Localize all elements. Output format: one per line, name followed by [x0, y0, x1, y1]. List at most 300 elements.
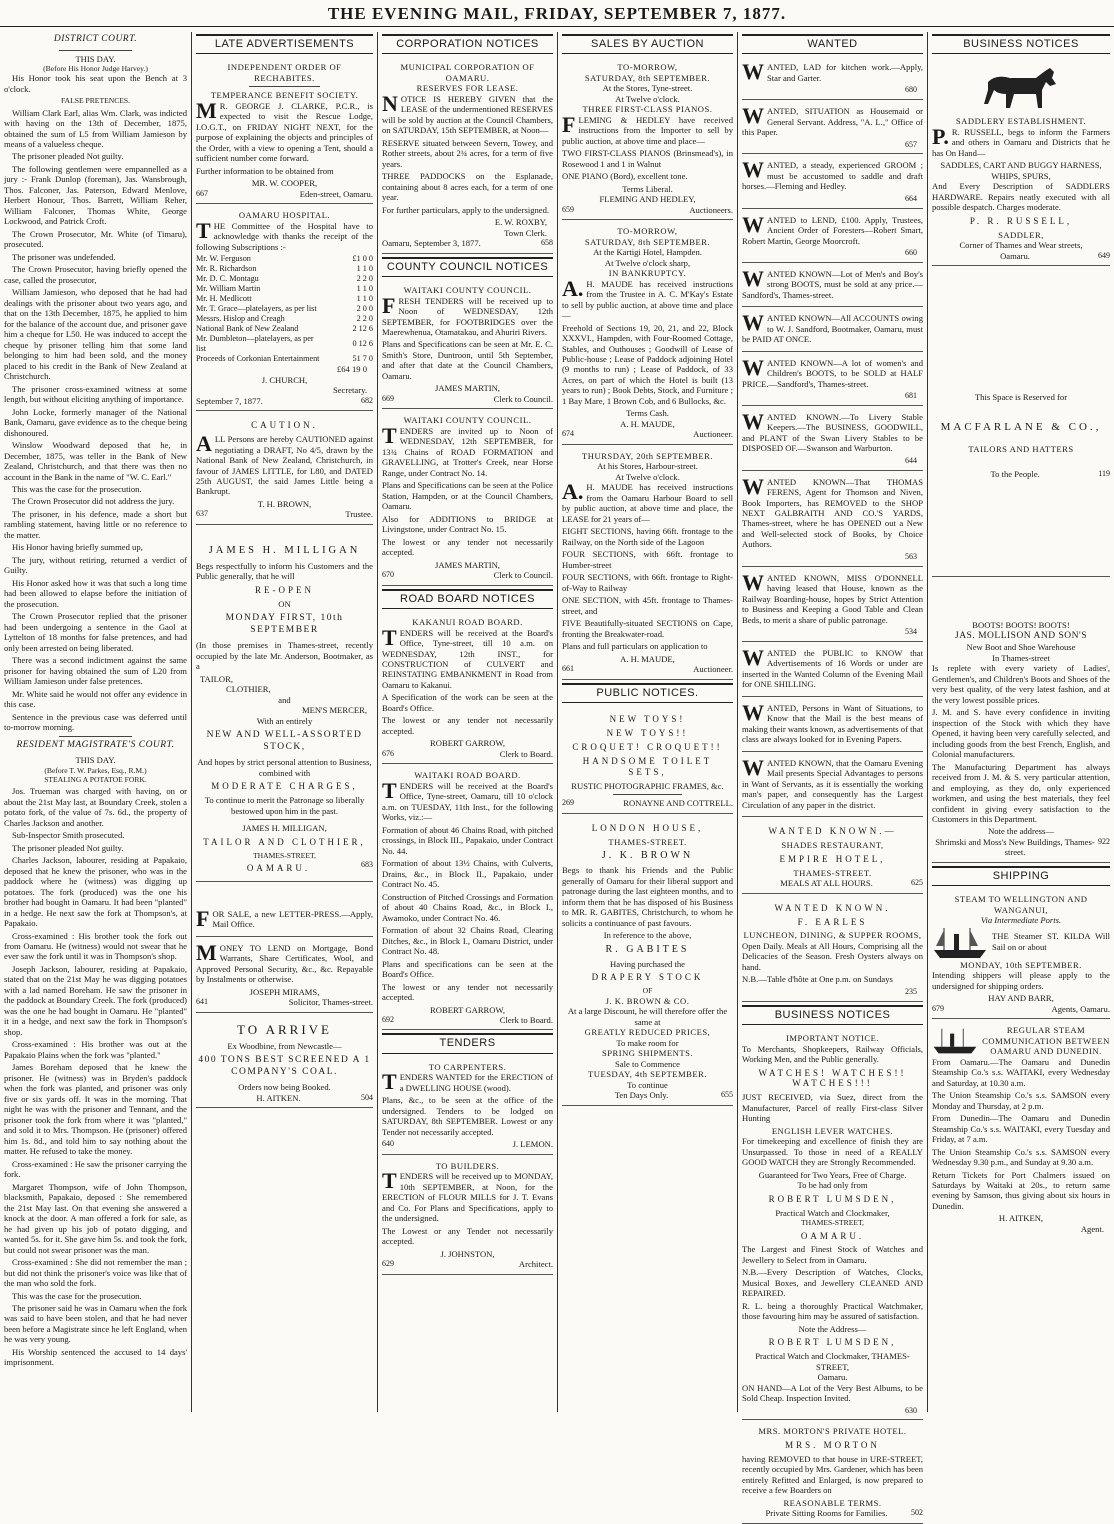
court-paragraph: Cross-examined : His brother took the fork out from Oamaru. He (witness) would not swear that he ever saw the fork until it was in Thompson's shop. — [4, 930, 187, 962]
toys-title: NEW TOYS! — [609, 713, 686, 724]
court-paragraph: The prisoner said he was in Oamaru when the fork was said to have been stolen, and that he had never been before a Magistrate since he left England, when he was very young. — [4, 1302, 187, 1345]
auction-where: At the Kartigi Hotel, Hampden. — [593, 247, 702, 258]
russell-trade: SADDLER, — [998, 229, 1044, 240]
regular-steam-from: From Oamaru.—The Oamaru and Dunedin Steamship Co.'s s.s. WAITAKI, every Wednesday and Saturday, at 10.30 a.m. — [932, 1056, 1110, 1088]
auction-signature: A. H. MAUDE, — [620, 653, 675, 664]
builders-signature: J. JOHNSTON, — [440, 1248, 495, 1259]
arrive-title: TO ARRIVE — [236, 1021, 332, 1037]
saddlery-ad — [932, 59, 1110, 266]
table-row — [196, 274, 373, 284]
wanted-text: WANTED KNOWN—That THOMAS FERENS, Agent for Thomson and Niven, Book Importers, has REMOVED to the SHOP NEXT GALBRAITH AND CO.'S YARDS, Thames-street, where he has OPENED out a New and Well-selected stock of Books, by Choice Authors. — [742, 473, 923, 550]
municipal-ad — [382, 59, 553, 253]
ship-via: Via Intermediate Ports. — [980, 915, 1062, 926]
caution-signature-title: Trustee. — [345, 509, 373, 520]
mollison-subtitle: New Boot and Shoe Warehouse — [966, 642, 1076, 653]
court-paragraph: John Locke, formerly manager of the National Bank, Oamaru, gave evidence as to the cheque being dishonoured. — [4, 406, 187, 438]
court-paragraph: James Boreham deposed that he knew the prisoner. He (witness) was in Bryden's paddock when the fork was planted, and prisoner was only five or six yards off. It was in the morning. That night he was with the prisoner and Tennant, and the prisoner took the fork from where it was "planted," and sold it to Mrs. Thompson. He (prisoner) offered him 1s. 8d., and told him to say nothing about the matter. He refused to take the money. — [4, 1062, 187, 1157]
ship-body: THE Steamer ST. KILDA Will Sail on or about — [992, 931, 1110, 952]
wanted-text: WANTED KNOWN, that the Oamaru Evening Mail presents Special Advantages to persons in Want of Servants, as it is essentially the working man's paper, and consequently has the Largest Circulation of any paper in the district. — [742, 754, 923, 810]
horse-icon — [976, 64, 1066, 114]
district-court-day: THIS DAY. — [75, 53, 116, 64]
ad-number: 119 — [1098, 468, 1110, 478]
london-house-body: Begs to thank his Friends and the Public generally of Oamaru for their liberal support and patronage during the last eighteen months, and to inform them that he has disposed of his Business to MR. R. GABITES, Christchurch, to whom he solicits a continuance of past favours. — [562, 865, 733, 928]
wanted-text: WANTED, SITUATION as Housemaid or General Servant. Address, "A. L.," Office of this Paper. — [742, 103, 923, 138]
column-court-reports — [0, 32, 192, 1412]
ad-number: 679 — [932, 1003, 944, 1013]
waitaki-road-signature-title: Clerk to Board. — [499, 1015, 553, 1025]
ad-number: 641 — [196, 997, 208, 1007]
court-paragraph: The prisoner cross-examined witness at some length, but without eliciting anything of importance. — [4, 383, 187, 405]
column-business-shipping — [928, 32, 1114, 1412]
auction-time: At Twelve o'clock. — [615, 471, 680, 482]
wanted-text: WANTED, Persons in Want of Situations, to Know that the Mail is the best means of making their wants known, as advertisements of that class are always looked for in Evening Papers. — [742, 699, 923, 745]
shades-title: WANTED KNOWN.— — [768, 826, 897, 837]
regular-steam-title: REGULAR STEAM COMMUNICATION BETWEEN OAMARU AND DUNEDIN. — [982, 1025, 1110, 1057]
lumsden-watches: WATCHES! WATCHES!! WATCHES!!! — [758, 1067, 907, 1089]
milligan-town: OAMARU. — [246, 862, 311, 873]
builders-body: TENDERS will be received up to MONDAY, 10th SEPTEMBER, at Noon, for the ERECTION of FLOUR MILLS for J. T. Evans and Co. For Plans and Specifications, apply to the undersigned. — [382, 1168, 553, 1224]
toys-toilet: HANDSOME TOILET SETS, — [582, 755, 713, 777]
waitaki-council-body: FRESH TENDERS will be received up to Noon of WEDNESDAY, 12th SEPTEMBER, for FOOTBRIDGES over the Maerewhenua, Otamatakau, and Ahuriri Rivers. — [382, 292, 553, 337]
ad-number: 502 — [911, 1508, 923, 1518]
regular-steam-dunedin: From Dunedin—The Oamaru and Dunedin Steamship Co.'s s.s. WAITAKI, every Tuesday and Friday, at 7 a.m. — [932, 1113, 1110, 1145]
london-house-of: OF — [642, 986, 653, 996]
milligan-date: MONDAY FIRST, 10th SEPTEMBER — [225, 613, 344, 635]
wanted-item — [742, 59, 923, 100]
ad-number: 667 — [196, 188, 208, 198]
ad-number: 922 — [1098, 836, 1110, 846]
auction-lot: EIGHT SECTIONS, having 66ft. frontage to the Railway, on the North side of the Lagoon — [562, 526, 733, 547]
municipal-reserve-1: RESERVE situated between Severn, Towey, and Rother streets, about 2¾ acres, for a term of five years. — [382, 137, 553, 169]
rechabites-address: Eden-street, Oamaru. — [299, 188, 373, 199]
subscription-amount: 2 2 0 — [356, 274, 373, 284]
table-row — [196, 294, 373, 304]
arrive-body: 400 TONS BEST SCREENED A 1 COMPANY'S COAL. — [198, 1055, 371, 1077]
shades-name: SHADES RESTAURANT, — [781, 840, 884, 851]
regular-steam-union: The Union Steamship Co.'s s.s. SAMSON every Monday and Thursday, at 2 p.m. — [932, 1090, 1110, 1111]
tender-item: Formation of about 46 Chains Road, with pitched crossings, in Block III., Papakaio, under Contract No. 44. — [382, 824, 553, 856]
london-house-room: To make room for — [616, 1037, 679, 1048]
earles-name: F. EARLES — [797, 916, 868, 927]
section-header: COUNTY COUNCIL NOTICES — [382, 257, 553, 277]
money-signature: JOSEPH MIRAMS, — [249, 986, 320, 997]
wanted-list — [742, 59, 923, 817]
court-paragraph: His Honor took his seat upon the Bench at 3 o'clock. — [4, 73, 187, 94]
section-header: TENDERS — [382, 1033, 553, 1053]
auction-date: SATURDAY, 8th SEPTEMBER. — [584, 72, 711, 83]
london-house-prices: GREATLY REDUCED PRICES, — [584, 1027, 711, 1038]
section-header: CORPORATION NOTICES — [382, 34, 553, 54]
ad-number: 676 — [382, 748, 394, 758]
auction-body: A.H. MAUDE has received instructions from the Trustee in A. C. M'Kay's Estate to sell by public auction, at above time and place— — [562, 275, 733, 321]
subscriber-name: Mr. T. Grace—platelayers, as per list — [196, 304, 317, 314]
wanted-item — [742, 474, 923, 567]
waitaki-council-signature-title: Clerk to Council. — [493, 570, 553, 581]
london-house-ad — [562, 817, 733, 1106]
shades-ad — [742, 820, 923, 893]
mollison-body-3: The Manufacturing Department has always received from J. M. & S. very particular attention, and employing, as they do, only experienced workmen, and using the best materials, they feel confident in giving every satisfaction to the Customers in this Department. — [932, 761, 1110, 824]
municipal-reserve-2: THREE PADDOCKS on the Esplanade, containing about 8 acres each, for a term of one year. — [382, 171, 553, 203]
milligan-and: and — [278, 694, 291, 705]
arrive-signature: H. AITKEN. — [256, 1092, 301, 1103]
london-house-co: J. K. BROWN & CO. — [605, 995, 690, 1006]
ad-number: 670 — [382, 570, 394, 580]
waitaki-council-body: TENDERS are invited up to Noon of WEDNESDAY, 12th SEPTEMBER, for 13¾ Chains of ROAD FORMATION and GRAVELLING, at Trotter's Creek, near Horse Range, under Contract No. 14. — [382, 422, 553, 478]
subscriber-name: Proceeds of Corkonian Entertainment — [196, 354, 320, 364]
ad-number: 669 — [382, 393, 394, 403]
milligan-reopen: RE-OPEN — [255, 584, 314, 595]
masthead — [0, 0, 1114, 27]
tender-item: Formation of about 32 Chains Road, Clearing Ditches, &c., in Block I., Oamaru District, under Contract No. 48. — [382, 925, 553, 957]
auction-plans: Plans and full particulars on application to — [562, 641, 708, 652]
mollison-ad — [932, 617, 1110, 863]
shades-hotel: EMPIRE HOTEL, — [779, 853, 886, 864]
wanted-text: WANTED, LAD for kitchen work.—Apply, Star and Garter. — [742, 59, 923, 85]
court-paragraph: Margaret Thompson, wife of John Thompson, blacksmith, Papakaio, deposed : She remembered the 21st May last. On that evening she answered a knock at the door. A man offered a fork for sale, as he had given up his job of potato digging, and wanted 5s. for it. She gave him 5s. and took the fork, but could not swear prisoner was the man. — [4, 1181, 187, 1255]
wanted-item — [742, 645, 923, 697]
wanted-item — [742, 103, 923, 154]
district-court-body — [4, 73, 187, 732]
earles-nb: N.B.—Table d'hôte at One p.m. on Sundays — [742, 974, 893, 985]
ad-number: 269 — [562, 798, 574, 808]
waitaki-council-lowest: The lowest or any tender not necessarily accepted. — [382, 536, 553, 558]
ad-number: 692 — [382, 1015, 394, 1024]
regular-steam-signature: H. AITKEN, — [998, 1213, 1044, 1224]
morton-body: having REMOVED to that house in URE-STREET, recently occupied by Mrs. Gardener, which has been entirely Refitted and Enlarged, is now prepared to receive a few Boarders on — [742, 1453, 923, 1496]
mollison-address: Shrimski and Moss's New Buildings, Thames-street. — [935, 836, 1095, 858]
subscriber-name: National Bank of New Zealand — [196, 324, 299, 334]
municipal-body: NOTICE IS HEREBY GIVEN that the LEASE of the undermentioned RESERVES will be sold by auction at the Council Chambers, on SATURDAY, 15th SEPTEMBER, at Noon— — [382, 90, 553, 136]
wanted-item — [742, 700, 923, 752]
regular-steam-union-2: The Union Steamship Co.'s s.s. SAMSON every Wednesday 9.30 p.m., and Sunday at 9.30 a.m. — [932, 1146, 1110, 1168]
divider — [59, 50, 132, 51]
subscriptions-total: £64 19 0 — [336, 364, 367, 375]
court-paragraph: This was the case for the prosecution. — [12, 1290, 142, 1301]
wanted-text: WANTED to LEND, £100. Apply, Trustees, Ancient Order of Foresters—Robert Smart, Robert Martin, George Moorcroft. — [742, 211, 923, 246]
lumsden-town: OAMARU. — [800, 1230, 865, 1241]
wanted-text: WANTED KNOWN.—To Livery Stable Keepers.—The BUSINESS, GOODWILL, and PLANT of the Swan Livery Stables to be DISPOSED OF.—Swanson and Warburton. — [742, 408, 923, 454]
column-late-advertisements — [192, 32, 378, 1412]
lumsden-received: JUST RECEIVED, via Suez, direct from the Manufacturer, Parcel of really First-class Silver Hunting — [742, 1092, 923, 1124]
rechabites-title: INDEPENDENT ORDER OF RECHABITES. — [227, 62, 342, 83]
district-court-before: (Before His Honor Judge Harvey.) — [43, 64, 148, 74]
toys-frames: RUSTIC PHOTOGRAPHIC FRAMES, &c. — [571, 780, 724, 791]
waitaki-road-plans: Plans and specifications can be seen at the Board's Office. — [382, 958, 553, 980]
mollison-body: Is replete with every variety of Ladies', Gentlemen's, and Children's Boots and Shoes of the very best quality, of the very latest fashion, and at the very lowest possible prices. — [932, 663, 1110, 705]
money-ad — [196, 940, 373, 1013]
milligan-on: ON — [278, 598, 291, 609]
milligan-ad — [196, 539, 373, 882]
mollison-note: Note the address— — [988, 826, 1054, 837]
lumsden-timekeeping: For timekeeping and excellence of finish they are Unsurpassed. To those in need of a REALLY GOOD WATCH they are Strongly Recommended. — [742, 1136, 923, 1168]
builders-title: TO BUILDERS. — [435, 1160, 500, 1171]
rechabites-subtitle: TEMPERANCE BENEFIT SOCIETY. — [210, 90, 359, 101]
ad-number: 534 — [905, 627, 917, 637]
ad-number: 235 — [905, 986, 917, 996]
divider — [613, 794, 681, 795]
waitaki-council-signature: JAMES MARTIN, — [435, 559, 500, 570]
waitaki-road-body: TENDERS will be received at the Board's Office, Tyne-street, Oamaru, till 10 o'clock a.m. on TUESDAY, 11th Inst., for the following Works, viz.:— — [382, 777, 553, 823]
milligan-signature: JAMES H. MILLIGAN, — [242, 823, 327, 834]
auction-terms: Terms Liberal. — [622, 183, 673, 194]
subscriber-name: Mr. W. Ferguson — [196, 254, 251, 264]
wanted-text: WANTED KNOWN—Lot of Men's and Boy's strong BOOTS, must be sold at any price.—Sandford's, Thames-street. — [742, 265, 923, 300]
tender-item: Construction of Pitched Crossings and Formation of about 40 Chains Road, &c., in Block I., Awamoko, under Contract No. 46. — [382, 891, 553, 923]
milligan-tailor: TAILOR, — [200, 673, 233, 684]
wanted-item — [742, 570, 923, 642]
hospital-ad — [196, 207, 373, 411]
court-paragraph: STEALING A POTATOE FORK. — [44, 774, 147, 784]
ship-title: STEAM TO WELLINGTON AND WANGANUI, — [954, 894, 1088, 915]
court-paragraph: William Clark Earl, alias Wm. Clark, was indicted with having on the 13th of December, 1875, obtained the sum of L5 from William Jamieson by means of a valueless cheque. — [4, 107, 187, 149]
auction-lot: FOUR SECTIONS, with 66ft. frontage to Humber-street — [562, 549, 733, 570]
magistrate-court-before: (Before T. W. Parkes, Esq., R.M.) — [44, 765, 147, 775]
auction-lot: ONE PIANO (Bord), excellent tone. — [562, 171, 688, 182]
court-paragraph: The following gentlemen were empannelled as a jury :- Frank Dunlop (foreman), Jas. Wansbrough, Thos. Falconer, Jas. Paterson, Edward Menlove, Herbert Honour, Thos. Barrett, William Reher, William Falconer, Thomas White, George Lockwood, and Patrick Croft. — [4, 163, 187, 227]
court-paragraph: This was the case for the prosecution. — [12, 484, 142, 494]
kakanui-ad — [382, 614, 553, 764]
auction-body: FLEMING & HEDLEY have received instructions from the Importer to sell by public auction, at above time and place— — [562, 111, 733, 146]
wanted-text: WANTED KNOWN—All ACCOUNTS owing to W. J. Sandford, Bootmaker, Oamaru, must be PAID AT ONCE. — [742, 310, 923, 345]
carpenters-title: TO CARPENTERS. — [428, 1061, 507, 1072]
ad-number: 660 — [905, 247, 917, 257]
morton-terms: REASONABLE TERMS. — [783, 1497, 882, 1508]
divider — [59, 736, 132, 737]
ad-number: 563 — [905, 551, 917, 561]
kakanui-spec: A Specification of the work can be seen at the Board's Office. — [382, 692, 553, 713]
toys-ad — [562, 708, 733, 814]
lumsden-albums: ON HAND—A Lot of the Very Best Albums, to be Sold Cheap. Inspection Invited. — [742, 1382, 923, 1404]
ad-number: 680 — [905, 85, 917, 95]
subscription-amount: 1 1 0 — [356, 284, 373, 294]
municipal-title: MUNICIPAL CORPORATION OF OAMARU. — [400, 62, 535, 83]
subscription-amount: 1 1 0 — [356, 264, 373, 274]
section-header: PUBLIC NOTICES. — [562, 683, 733, 703]
hospital-signature-title: Secretary. — [332, 385, 367, 396]
ad-number: 683 — [361, 859, 373, 869]
lumsden-ad — [742, 1030, 923, 1420]
section-header: BUSINESS NOTICES — [742, 1005, 923, 1025]
caution-ad — [196, 414, 373, 525]
auction-ad-2 — [562, 223, 733, 445]
auction-lots — [562, 526, 733, 639]
auction-where: At the Stores, Tyne-street. — [602, 83, 693, 94]
london-house-sale: Sale to Commence — [615, 1058, 680, 1069]
court-paragraph: The prisoner, in his defence, made a short but rambling statement, having little or no reference to the matter. — [4, 508, 187, 540]
caution-signature: T. H. BROWN, — [257, 498, 312, 509]
section-header: LATE ADVERTISEMENTS — [196, 34, 373, 54]
london-house-date: TUESDAY, 4th SEPTEMBER. — [588, 1069, 707, 1080]
money-signature-title: Solicitor, Thames-street. — [288, 997, 373, 1008]
earles-open: Open Daily. Meals at All Hours, Comprising all the Delicacies of the Season. Fresh Oysters always on hand. — [742, 940, 923, 972]
table-row — [196, 314, 373, 324]
earles-rooms: LUNCHEON, DINING, & SUPPER ROOMS, — [743, 930, 922, 941]
auction-lot: TWO FIRST-CLASS PIANOS (Brinsmead's), in Rosewood 1 and 1 in Walnut — [562, 148, 733, 169]
lumsden-lever: ENGLISH LEVER WATCHES. — [771, 1125, 894, 1136]
earles-ad — [742, 897, 923, 1002]
subscription-amount: 2 0 0 — [356, 304, 373, 314]
section-header: BUSINESS NOTICES — [932, 34, 1110, 54]
steamship-icon — [932, 1027, 978, 1055]
waitaki-council-signature: JAMES MARTIN, — [435, 383, 500, 394]
masthead-title: THE EVENING MAIL, FRIDAY, SEPTEMBER 7, 1877. — [327, 4, 787, 23]
london-house-days: Ten Days Only. — [614, 1090, 669, 1101]
rechabites-info: Further information to be obtained from — [196, 165, 334, 176]
wanted-item — [742, 157, 923, 208]
subscription-amount: £1 0 0 — [352, 254, 373, 264]
milligan-premises: (In those premises in Thames-street, recently occupied by the late Mr. Anderson, Bootmaker, as a — [196, 640, 373, 672]
builders-ad — [382, 1158, 553, 1275]
court-paragraph: Mr. White said he would not offer any evidence in this case. — [4, 688, 187, 710]
auction-lots: Freehold of Sections 19, 20, 21, and 22, Block XXXVI., Hampden, with Four-Roomed Cottage, Stables, and Outhouses ; Goodwill of Lease of Public-house ; Lease of Paddock adjoining Hotel (9 months to run) ; Lease of Paddock, of 33 Acres, on part of which the Hotel is built (13 years to run) ; Book Debts, Stock, and Furniture ; 1 Bay Mare, 1 Brown Cob, and 6 Bullocks, &c. — [562, 322, 733, 406]
ad-number: 625 — [911, 878, 923, 888]
waitaki-council-ad-2 — [382, 412, 553, 585]
london-house-drapery: DRAPERY STOCK — [591, 972, 704, 983]
lumsden-name-2: ROBERT LUMSDEN, — [768, 1337, 897, 1348]
wanted-text: WANTED the PUBLIC to KNOW that Advertisements of 16 Words or under are inserted in the Wanted Column of the Evening Mail for ONE SHILLING. — [742, 644, 923, 690]
ad-number: 655 — [721, 1090, 733, 1100]
auction-lot: FOUR SECTIONS, with 66ft. frontage to Right-of-Way to Railway — [562, 572, 733, 593]
shades-meals: MEALS AT ALL HOURS. — [780, 878, 873, 889]
kakanui-signature-title: Clerk to Board. — [499, 748, 553, 759]
rechabites-ad — [196, 59, 373, 204]
auction-terms: Terms Cash. — [626, 408, 669, 419]
ship-signature-title: Agents, Oamaru. — [1051, 1003, 1110, 1014]
boots-title: BOOTS! BOOTS! BOOTS! — [972, 620, 1070, 631]
ship-signature: HAY AND BARR, — [988, 993, 1054, 1004]
carpenters-ad — [382, 1059, 553, 1155]
court-paragraph: Jos. Trueman was charged with having, on or about the 21st May last, at Boundary Creek, stolen a potato fork, of the value of 7s. 6d., the property of Charles Jackson and another. — [4, 786, 187, 828]
column-wanted — [738, 32, 928, 1519]
auction-ad-3 — [562, 448, 733, 680]
magistrate-court-day: THIS DAY. — [75, 755, 116, 766]
court-paragraph: The prisoner pleaded Not guilty. — [12, 151, 124, 162]
ship-date: MONDAY, 10th SEPTEMBER. — [960, 959, 1082, 970]
column-sales-by-auction — [558, 32, 738, 1412]
waitaki-council-also: Also for ADDITIONS to BRIDGE at Livingstone, under Contract No. 15. — [382, 513, 553, 535]
waitaki-council-title: WAITAKI COUNTY COUNCIL. — [403, 285, 532, 296]
regular-steam-signature-title: Agent. — [1080, 1223, 1104, 1234]
macfarlane-subtitle: TAILORS AND HATTERS — [968, 444, 1074, 455]
ad-number: 658 — [541, 238, 553, 248]
court-paragraph: The jury, without retiring, returned a verdict of Guilty. — [4, 554, 187, 576]
court-paragraph: The Crown Prosecutor, having briefly opened the case, called the prosecutor, — [4, 264, 187, 285]
carpenters-signature: J. LEMON. — [512, 1139, 553, 1150]
milligan-merit: To continue to merit the Patronage so liberally bestowed upon him in the past. — [204, 795, 365, 816]
morton-private: Private Sitting Rooms for Families. — [765, 1508, 888, 1519]
rechabites-body: MR. GEORGE J. CLARKE, P.C.R., is expected to visit the Rescue Lodge, I.O.G.T., on FRIDAY NIGHT NEXT, for the purpose of explaining the objects and principles of the Order, with a view to opening a Tent, should a sufficient number come forward. — [196, 97, 373, 164]
reserved-space: This Space is Reserved for — [974, 392, 1068, 403]
column-corporation-notices — [378, 32, 558, 1412]
hospital-title: OAMARU HOSPITAL. — [238, 210, 331, 221]
waitaki-council-plans: Plans and Specifications can be seen at the Police Station, Hampden, or at the Council Chambers, Oamaru. — [382, 480, 553, 512]
court-paragraph: Winslow Woodward deposed that he, in December, 1875, was teller in the Bank of New Zealand, Christchurch, and that there was then no account in the Bank in the name of "W. C. Earl." — [4, 440, 187, 482]
section-header: WANTED — [742, 34, 923, 54]
arrive-orders: Orders now being Booked. — [238, 1082, 331, 1093]
waitaki-road-lowest: The lowest or any tender not necessarily accepted. — [382, 981, 553, 1003]
lumsden-only: To be had only from — [797, 1180, 868, 1191]
auction-date: SATURDAY, 8th SEPTEMBER. — [584, 236, 711, 247]
lumsden-audience: To Merchants, Shopkeepers, Railway Officials, Working Men, and the Public generally. — [742, 1043, 923, 1065]
auction-when: TO-MORROW, — [617, 226, 678, 237]
court-paragraph: The Crown Prosecutor replied that the prisoner had been undergoing a sentence in the Gaol at Lyttelton of 18 months for false pretences, and had only been arrested on being liberated. — [4, 611, 187, 653]
milligan-intro: Begs respectfully to inform his Customers and the Public generally, that he will — [196, 560, 373, 582]
rechabites-contact: MR. W. COOPER, — [251, 178, 318, 189]
magistrate-court-title: RESIDENT MAGISTRATE'S COURT. — [16, 739, 175, 750]
macfarlane-to: To the People. — [990, 468, 1040, 479]
letterpress-body: FOR SALE, a new LETTER-PRESS.—Apply, Mail Office. — [196, 905, 373, 931]
court-paragraph: His Worship sentenced the accused to 14 days' imprisonment. — [4, 1346, 187, 1368]
lumsden-trade: Practical Watch and Clockmaker, — [775, 1207, 890, 1218]
russell-goods: SADDLES, CART AND BUGGY HARNESS, WHIPS, SPURS, — [940, 160, 1102, 181]
lumsden-street: THAMES-STREET, — [801, 1218, 864, 1228]
milligan-trade: TAILOR AND CLOTHIER, — [203, 836, 366, 847]
ad-number: 649 — [1098, 250, 1110, 260]
kakanui-lowest: The lowest or any tender not necessarily accepted. — [382, 715, 553, 736]
table-row — [196, 354, 373, 364]
auction-signature-title: Auctioneer. — [693, 429, 733, 440]
milligan-stock: NEW AND WELL-ASSORTED STOCK, — [206, 730, 363, 752]
lumsden-note: Note the Address— — [798, 1323, 867, 1334]
wanted-item — [742, 409, 923, 471]
magistrate-court-body — [4, 775, 187, 1368]
arrive-subtitle: Ex Woodbine, from Newcastle— — [227, 1040, 342, 1051]
auction-body: A.H. MAUDE has received instructions from the Oamaru Harbour Board to sell by public auction, at above time and place, the LEASE for 21 years of— — [562, 479, 733, 524]
waitaki-road-items — [382, 825, 553, 957]
morton-title: MRS. MORTON'S PRIVATE HOTEL. — [758, 1426, 907, 1437]
russell-address: Corner of Thames and Wear streets, — [959, 240, 1083, 251]
subscriber-name: Messrs. Hislop and Creagh — [196, 314, 285, 324]
carpenters-body: TENDERS WANTED for the ERECTION of a DWELLING HOUSE (wood). — [382, 1069, 553, 1095]
auction-when: TO-MORROW, — [617, 62, 678, 73]
subscriber-name: Mr. D. C. Montagu — [196, 274, 259, 284]
waitaki-council-ad-1 — [382, 282, 553, 409]
london-house-cont: To continue — [627, 1079, 668, 1090]
london-house-having: Having purchased the — [610, 959, 685, 969]
court-paragraph: His Honor asked how it was that such a long time had been allowed to elapse before the initiation of the prosecution. — [4, 577, 187, 609]
auction-signature-title: Auctioneers. — [689, 204, 733, 215]
london-house-name: J. K. BROWN — [601, 850, 694, 862]
auction-time: At Twelve o'clock. — [615, 93, 680, 104]
mollison-title: JAS. MOLLISON AND SON'S — [955, 630, 1087, 641]
table-row — [196, 304, 373, 314]
hospital-date: September 7, 1877. — [196, 395, 263, 406]
regular-steam-ad — [932, 1022, 1110, 1238]
subscriber-name: Mr. William Martin — [196, 284, 261, 294]
lumsden-trade-2: Practical Watch and Clockmaker, THAMES-STREET, — [755, 1351, 910, 1372]
ad-number: 682 — [361, 395, 373, 405]
court-paragraph: His Honor having briefly summed up, — [12, 542, 143, 553]
hospital-signature: J. CHURCH, — [261, 374, 308, 385]
hospital-body: THE Committee of the Hospital have to acknowledge with thanks the receipt of the following Subscriptions :- — [196, 217, 373, 252]
subscriptions-table — [196, 254, 373, 364]
court-paragraph: The prisoner was undefended. — [12, 251, 116, 262]
wanted-item — [742, 212, 923, 263]
wanted-text: WANTED KNOWN, MISS O'DONNELL having leased that House, known as the Railway Boarding-house, hopes by Strict Attention to Business and Keeping a Good Table and Clean Beds, to merit a share of public patronage. — [742, 569, 923, 625]
court-paragraph: Cross-examined : She did not remember the man ; but did not think the prisoner's voice was like that of the man who sold the fork. — [4, 1257, 187, 1289]
ad-number: 681 — [905, 391, 917, 401]
letterpress-ad — [196, 906, 373, 937]
waitaki-council-title: WAITAKI COUNTY COUNCIL. — [403, 415, 532, 426]
waitaki-road-signature: ROBERT GARROW, — [430, 1004, 505, 1015]
builders-signature-title: Architect. — [518, 1259, 553, 1270]
divider — [249, 819, 320, 820]
auction-item: THREE FIRST-CLASS PIANOS. — [582, 104, 713, 115]
milligan-title: JAMES H. MILLIGAN — [208, 544, 361, 556]
caution-body: ALL Persons are hereby CAUTIONED against negotiating a DRAFT, No 4/5, drawn by the National Bank of New Zealand, Christchurch, in favour of JAMES LITTLE, for L80, and DATED 25th AUGUST, the said James Little being a Bankrupt. — [196, 431, 373, 497]
milligan-hopes: And hopes by strict personal attention to Business, combined with — [197, 757, 372, 778]
russell-signature: P. R. RUSSELL, — [969, 215, 1073, 226]
